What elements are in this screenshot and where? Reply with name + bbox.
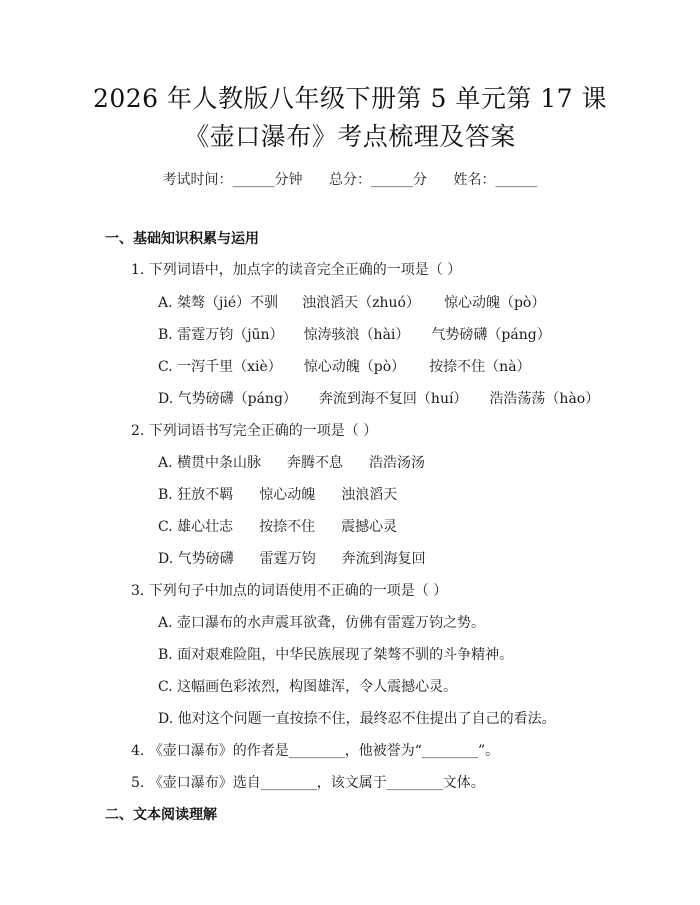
q1-b-word-1: B. 雷霆万钧（jūn）	[158, 327, 284, 343]
q1-option-c	[158, 357, 531, 377]
q2-c-word-3: 震撼心灵	[341, 519, 398, 535]
q1-c-word-3: 按捺不住（nà）	[429, 359, 531, 375]
q2-d-word-3: 奔流到海复回	[341, 551, 426, 567]
q2-b-word-1: B. 狂放不羁	[158, 487, 234, 503]
q1-a-word-3: 惊心动魄（pò）	[443, 295, 546, 311]
q1-d-word-3: 浩浩荡荡（hào）	[489, 391, 600, 407]
q2-d-word-2: 雷霆万钧	[259, 551, 316, 567]
section-heading-1: 一、基础知识积累与运用	[105, 231, 259, 247]
question-1: 1. 下列词语中，加点字的读音完全正确的一项是（ ）	[131, 262, 462, 278]
q2-a-word-1: A. 横贯中条山脉	[158, 455, 262, 471]
q3-option-d: D. 他对这个问题一直按捺不住，最终忍不住提出了自己的看法。	[158, 711, 556, 727]
q1-c-word-2: 惊心动魄（pò）	[303, 359, 406, 375]
question-2: 2. 下列词语书写完全正确的一项是（ ）	[131, 423, 378, 439]
exam-name: 姓名：______	[453, 172, 538, 188]
q1-option-b	[158, 325, 551, 345]
exam-time: 考试时间：______分钟	[162, 172, 303, 188]
q1-a-word-1: A. 桀骜（jié）不驯	[158, 295, 279, 311]
q2-c-word-1: C. 雄心壮志	[158, 519, 234, 535]
q2-option-b	[158, 485, 397, 505]
q2-a-word-2: 奔腾不息	[287, 455, 344, 471]
q3-option-c: C. 这幅画色彩浓烈，构图雄浑，令人震撼心灵。	[158, 679, 458, 695]
q1-d-word-1: D. 气势磅礴（páng）	[158, 391, 297, 407]
q2-option-c	[158, 517, 397, 537]
q1-c-word-1: C. 一泻千里（xiè）	[158, 359, 282, 375]
q2-c-word-2: 按捺不住	[259, 519, 316, 535]
q1-option-d	[158, 389, 599, 409]
q1-d-word-2: 奔流到海不复回（huí）	[318, 391, 468, 407]
q2-option-a	[158, 453, 425, 473]
q3-option-b: B. 面对艰难险阻，中华民族展现了桀骜不驯的斗争精神。	[158, 647, 514, 663]
question-3: 3. 下列句子中加点的词语使用不正确的一项是（ ）	[131, 583, 448, 599]
q2-a-word-3: 浩浩汤汤	[369, 455, 426, 471]
title-line-1: 2026 年人教版八年级下册第 5 单元第 17 课	[92, 84, 608, 113]
title-line-2: 《壶口瀑布》考点梳理及答案	[184, 122, 516, 151]
question-4: 4. 《壶口瀑布》的作者是________，他被誉为“________”。	[131, 743, 500, 759]
q1-option-a	[158, 293, 545, 313]
section-heading-2: 二、文本阅读理解	[105, 807, 217, 823]
q2-d-word-1: D. 气势磅礴	[158, 551, 234, 567]
q2-b-word-2: 惊心动魄	[259, 487, 316, 503]
exam-score: 总分：______分	[329, 172, 427, 188]
q2-b-word-3: 浊浪滔天	[341, 487, 398, 503]
q2-option-d	[158, 549, 426, 569]
q3-option-a: A. 壶口瀑布的水声震耳欲聋，仿佛有雷霆万钧之势。	[158, 615, 486, 631]
q1-b-word-2: 惊涛骇浪（hài）	[303, 327, 410, 343]
exam-info	[0, 170, 700, 190]
q1-b-word-3: 气势磅礴（páng）	[431, 327, 551, 343]
q1-a-word-2: 浊浪滔天（zhuó）	[302, 295, 420, 311]
question-5: 5. 《壶口瀑布》选自________，该文属于________文体。	[131, 775, 485, 791]
